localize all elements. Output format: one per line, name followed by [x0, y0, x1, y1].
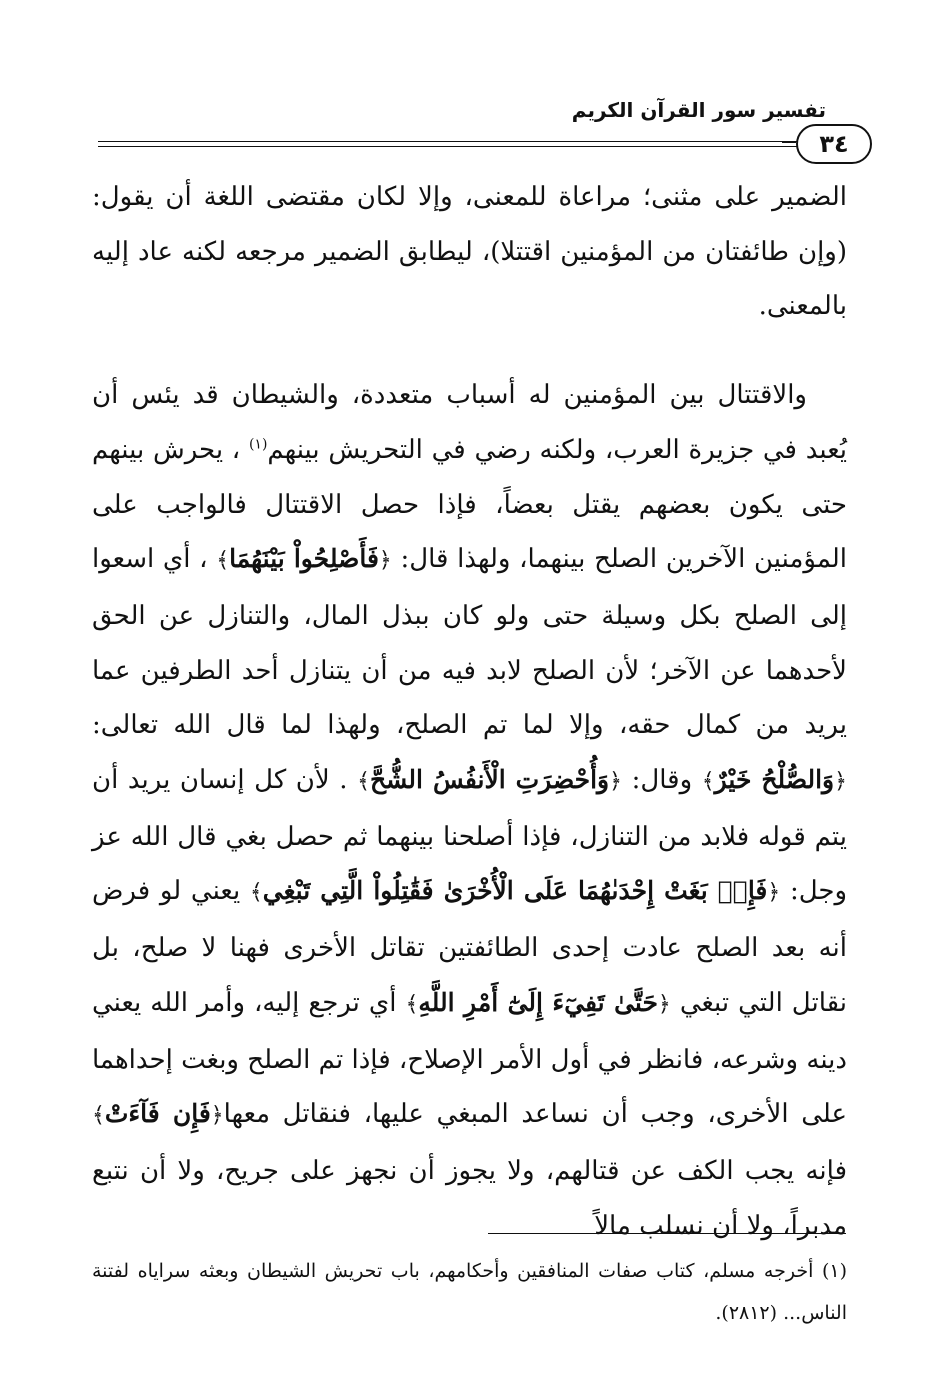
text-run: ، يحرش بينهم حتى يكون بعضهم يقتل بعضاً، فإذا حصل الاقتتال فالواجب على المؤمنين الآخرين الصلح بينهما، ولهذا قال: [92, 434, 848, 575]
text-run: يعني لو فرض أنه بعد الصلح عادت إحدى الطائفتين تقاتل الأخرى فهنا لا صلح، بل نقاتل التي تبغي [92, 876, 848, 1018]
text-run: . لأن كل إنسان يريد أن يتم قوله فلابد من التنازل، فإذا أصلحنا بينهما ثم حصل بغي قال الله عز وجل: [92, 765, 848, 907]
quran-open-bracket: ﴿ [378, 548, 392, 574]
quran-open-bracket: ﴿ [210, 1103, 224, 1129]
running-header-title: تفسير سور القرآن الكريم [571, 98, 826, 122]
quran-open-bracket: ﴿ [609, 769, 623, 795]
text-run: ، أي اسعوا إلى الصلح بكل وسيلة حتى ولو كان ببذل المال، والتنازل عن الحق لأحدهما عن الآخر؛ لأن الصلح لابد فيه من أن يتنازل أحد الطرفين عما يريد من كمال حقه، وإلا لما تم الصلح، ولهذا لما قال الله تعالى: [92, 544, 847, 741]
main-text [92, 170, 847, 1253]
quran-verse: فَأَصْلِحُواْ بَيْنَهُمَا [229, 544, 379, 574]
footnote-1: (١) أخرجه مسلم، كتاب صفات المنافقين وأحكامهم، باب تحريش الشيطان وبعثه سراياه لفتنة الناس... (٢٨١٢). [92, 1260, 847, 1324]
quran-close-bracket: ﴾ [249, 880, 263, 906]
quran-verse: فَإِن فَآءَتْ [104, 1099, 211, 1129]
text-run: أي ترجع إليه، وأمر الله يعني دينه وشرعه، فانظر في أول الأمر الإصلاح، فإذا تم الصلح وبغت إحداهما على الأخرى، وجب أن نساعد المبغي عليها، فنقاتل معها [92, 987, 847, 1130]
page-number: ٣٤ [819, 130, 849, 158]
footnotes [92, 1250, 847, 1334]
quran-verse: حَتَّىٰ تَفِيٓءَ إِلَىٰٓ أَمْرِ اللَّهِ [418, 987, 658, 1017]
paragraph-1: الضمير على مثنى؛ مراعاة للمعنى، وإلا لكان مقتضى اللغة أن يقول: (وإن طائفتان من المؤمنين اقتتلا)، ليطابق الضمير مرجعه لكنه عاد إليه بالمعنى. [92, 182, 847, 322]
text-run: والاقتتال بين المؤمنين له أسباب متعددة، والشيطان قد يئس أن يُعبد في جزيرة العرب، ولكنه رضي في التحريش بينهم [92, 380, 847, 465]
quran-open-bracket: ﴿ [657, 991, 671, 1017]
text-run: وقال: [631, 765, 693, 796]
quran-close-bracket: ﴾ [216, 548, 230, 574]
header-rule [98, 141, 810, 142]
footnote-marker[interactable]: (١) [248, 436, 268, 453]
footnote-separator [488, 1233, 846, 1234]
paragraph-2 [92, 368, 847, 1253]
quran-close-bracket: ﴾ [701, 769, 715, 795]
page-number-badge [796, 124, 872, 164]
quran-verse: فَإِنۢ بَغَتْ إِحْدَىٰهُمَا عَلَى الْأُخْرَىٰ فَقَٰتِلُواْ الَّتِي تَبْغِي [262, 876, 768, 906]
quran-close-bracket: ﴾ [92, 1103, 105, 1129]
quran-open-bracket: ﴿ [834, 769, 848, 795]
quran-open-bracket: ﴿ [767, 880, 781, 906]
quran-close-bracket: ﴾ [357, 769, 370, 795]
quran-verse: وَالصُّلْحُ خَيْرٌ [714, 765, 835, 795]
text-run: فإنه يجب الكف عن قتالهم، ولا يجوز أن نجهز على جريح، ولا أن نتبع مدبراً، ولا أن نسلب مالاً [92, 1155, 847, 1241]
header-rule-thin [98, 146, 810, 147]
quran-close-bracket: ﴾ [405, 991, 419, 1017]
quran-verse: وَأُحْضِرَتِ الْأَنفُسُ الشُّحَّ [369, 765, 610, 795]
